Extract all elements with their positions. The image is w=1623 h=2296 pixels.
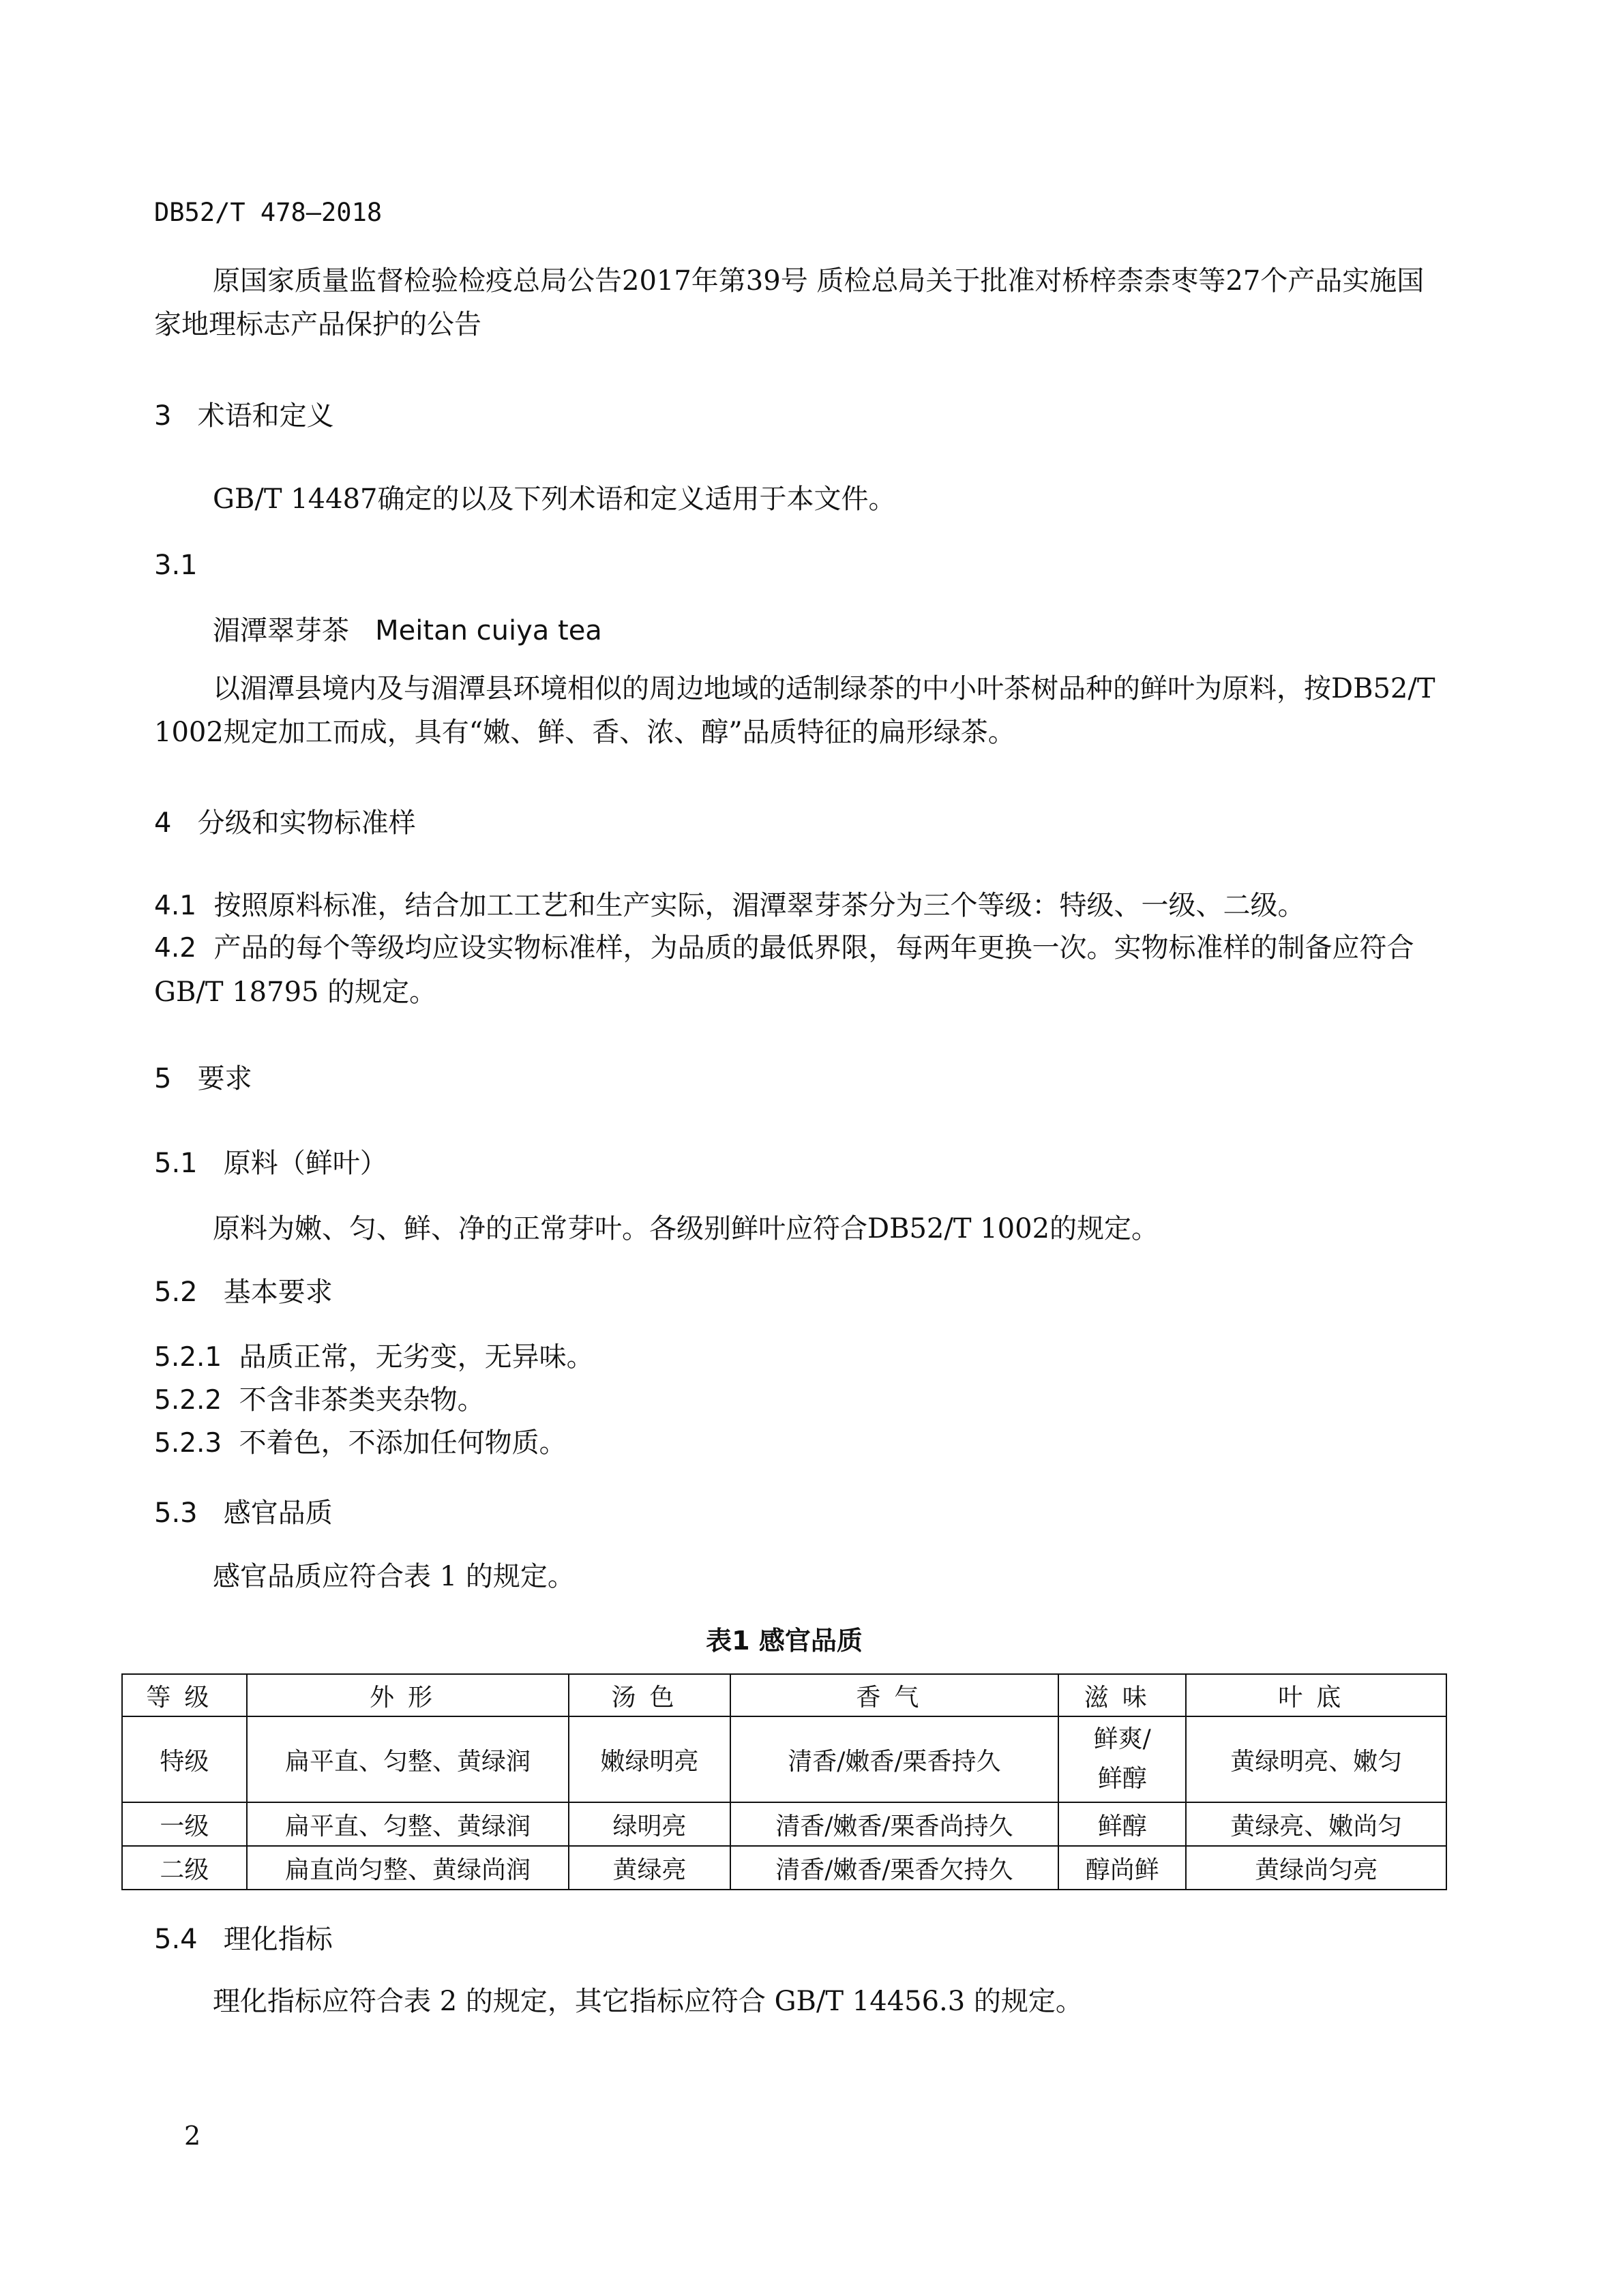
clause-5-4-heading [154,1918,333,1956]
term-english: Meitan cuiya tea [375,615,602,646]
table-cell: 绿明亮 [569,1802,730,1846]
table-cell: 鲜爽/ 鲜醇 [1058,1716,1186,1802]
document-id: DB52/T 478—2018 [154,198,383,227]
clause-number: 5.4 [154,1924,198,1955]
term-entry [213,609,602,648]
table-header-row [122,1674,1446,1716]
clause-title: 理化指标 [223,1924,333,1955]
table-row [122,1716,1446,1802]
page-number: 2 [184,2121,201,2151]
clause-4-1 [154,884,1305,928]
header-cell: 香气 [730,1674,1058,1716]
reference-announcement: 原国家质量监督检验检疫总局公告2017年第39号 质检总局关于批准对桥梓柰柰枣等27个产品实施国家地理标志产品保护的公告 [154,265,1425,340]
table-cell: 扁平直、匀整、黄绿润 [247,1802,569,1846]
section-title: 要求 [197,1063,252,1094]
term-chinese: 湄潭翠芽茶 [213,615,349,646]
clause-title: 感官品质 [223,1497,333,1529]
table-cell: 黄绿亮、嫩尚匀 [1186,1802,1446,1846]
section-3-heading [154,394,334,433]
clause-5-2-1 [154,1335,594,1380]
table-cell: 醇尚鲜 [1058,1846,1186,1890]
section-number: 4 [154,807,172,839]
header-cell: 等级 [122,1674,247,1716]
table-row [122,1846,1446,1890]
table-cell: 清香/嫩香/栗香欠持久 [730,1846,1058,1890]
section-number: 3 [154,400,172,432]
table-cell: 扁平直、匀整、黄绿润 [247,1716,569,1802]
clause-4-2 [154,926,1450,1014]
clause-number: 5.2.3 [154,1428,222,1459]
clause-number: 4.1 [154,891,197,921]
clause-number: 5.2 [154,1277,198,1308]
clause-text: 品质正常，无劣变，无异味。 [239,1341,594,1373]
clause-number: 5.2.2 [154,1385,222,1416]
table-cell: 扁直尚匀整、黄绿尚润 [247,1846,569,1890]
section-title: 术语和定义 [197,400,334,432]
clause-text: 不着色，不添加任何物质。 [239,1427,567,1459]
section-5-heading [154,1057,252,1096]
table-cell: 清香/嫩香/栗香尚持久 [730,1802,1058,1846]
section-number: 5 [154,1063,172,1094]
clause-title: 原料（鲜叶） [223,1148,387,1179]
section-title: 分级和实物标准样 [197,807,416,839]
clause-text: 不含非茶类夹杂物。 [239,1384,485,1416]
clause-5-3-heading [154,1491,333,1530]
clause-number: 4.2 [154,933,197,964]
header-cell: 滋味 [1058,1674,1186,1716]
sensory-quality-table [121,1673,1447,1890]
clause-number: 5.3 [154,1497,198,1529]
table-cell: 特级 [122,1716,247,1802]
table-cell: 一级 [122,1802,247,1846]
clause-5-2-3 [154,1421,567,1465]
table-cell: 清香/嫩香/栗香持久 [730,1716,1058,1802]
clause-5-1-heading [154,1142,387,1180]
table-cell: 鲜醇 [1058,1802,1186,1846]
clause-number: 5.2.1 [154,1342,222,1373]
table-cell: 二级 [122,1846,247,1890]
clause-5-3-text: 感官品质应符合表 1 的规定。 [213,1561,575,1592]
header-cell: 汤色 [569,1674,730,1716]
clause-text: 按照原料标准，结合加工工艺和生产实际，湄潭翠芽茶分为三个等级：特级、一级、二级。 [213,890,1305,921]
clause-text: 产品的每个等级均应设实物标准样，为品质的最低界限，每两年更换一次。实物标准样的制备应符合 GB/T 18795 的规定。 [154,932,1414,1008]
term-definition: 以湄潭县境内及与湄潭县环境相似的周边地域的适制绿茶的中小叶茶树品种的鲜叶为原料，按DB52/T 1002规定加工而成，具有“嫩、鲜、香、浓、醇”品质特征的扁形绿茶。 [154,673,1435,748]
table-cell: 黄绿明亮、嫩匀 [1186,1716,1446,1802]
table-cell: 黄绿尚匀亮 [1186,1846,1446,1890]
clause-5-1-text: 原料为嫩、匀、鲜、净的正常芽叶。各级别鲜叶应符合DB52/T 1002的规定。 [213,1213,1159,1244]
section-4-heading [154,801,416,840]
clause-5-2-2 [154,1378,485,1422]
clause-number: 5.1 [154,1148,198,1179]
table-row [122,1802,1446,1846]
table-cell: 黄绿亮 [569,1846,730,1890]
header-cell: 外形 [247,1674,569,1716]
clause-5-2-heading [154,1270,333,1309]
clause-5-4-text: 理化指标应符合表 2 的规定，其它指标应符合 GB/T 14456.3 的规定。 [213,1986,1083,2017]
section-3-intro: GB/T 14487确定的以及下列术语和定义适用于本文件。 [213,483,896,515]
table-caption: 表1 感官品质 [706,1626,863,1656]
header-cell: 叶底 [1186,1674,1446,1716]
table-cell: 嫩绿明亮 [569,1716,730,1802]
clause-title: 基本要求 [223,1277,333,1308]
clause-3-1-number: 3.1 [154,550,198,581]
